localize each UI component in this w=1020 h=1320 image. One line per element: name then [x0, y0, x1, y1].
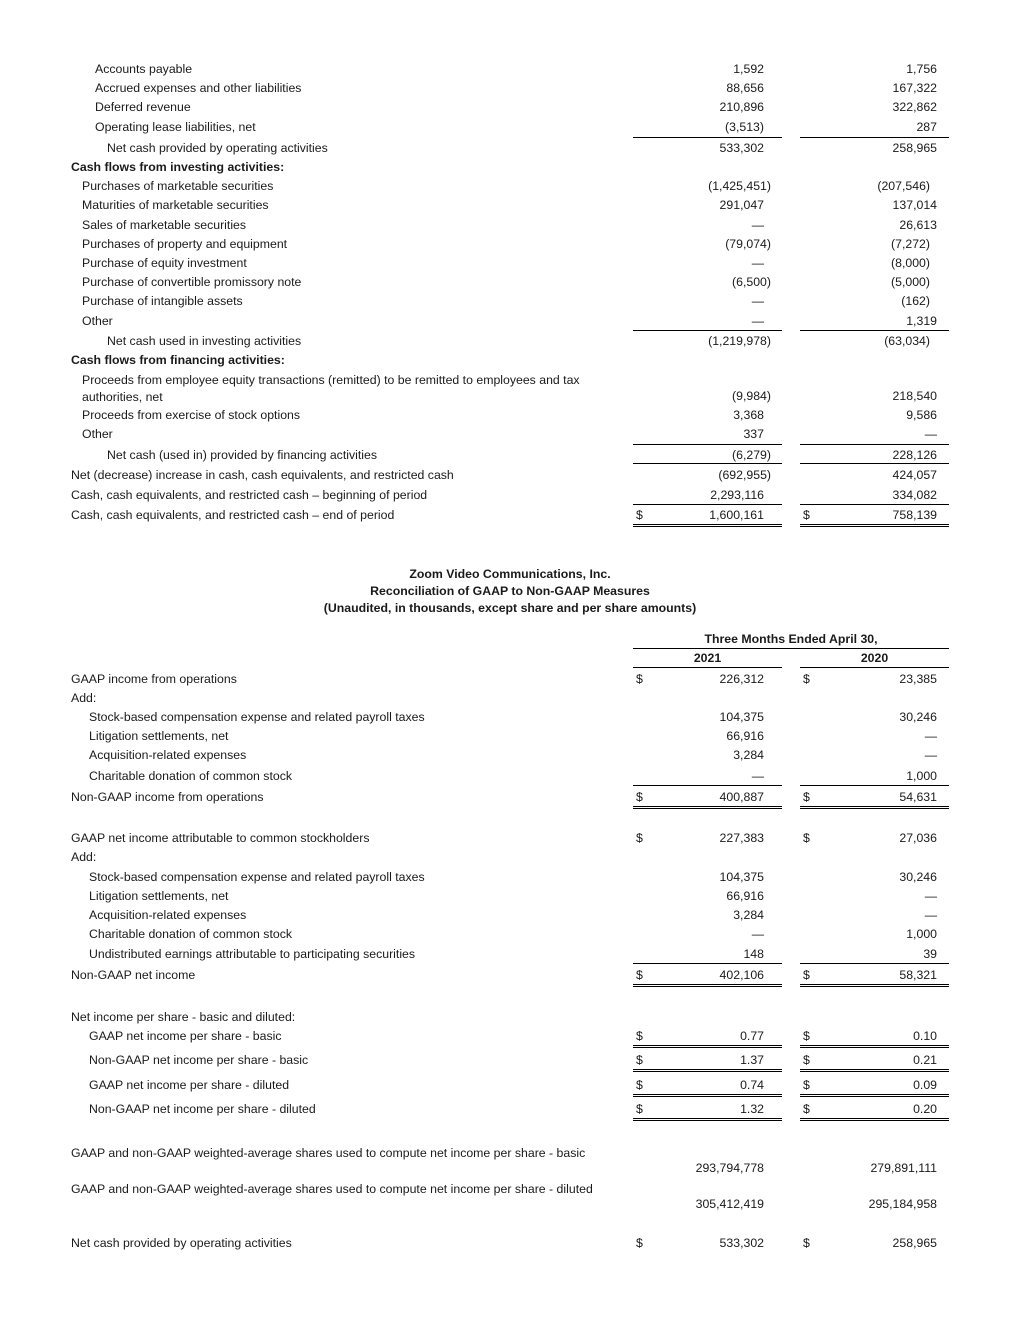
company-name: Zoom Video Communications, Inc. [409, 567, 611, 581]
value-2021: 226,312 [719, 672, 764, 686]
divider [800, 463, 949, 464]
row-label: Litigation settlements, net [89, 729, 229, 743]
currency-symbol: $ [803, 1053, 810, 1067]
value-2021: — [751, 314, 764, 328]
row-label: Operating lease liabilities, net [95, 120, 256, 134]
divider [633, 463, 782, 464]
value-2020: 1,756 [906, 62, 937, 76]
double-underline [800, 806, 949, 809]
value-2020: 287 [916, 120, 937, 134]
value-2021: — [751, 256, 764, 270]
row-label: Purchase of convertible promissory note [82, 275, 302, 289]
value-2020: 0.21 [913, 1053, 937, 1067]
value-2020: 23,385 [899, 672, 937, 686]
row-label: Non-GAAP net income per share - basic [89, 1053, 309, 1067]
row-label: Non-GAAP net income per share - diluted [89, 1102, 316, 1116]
double-underline [633, 1045, 782, 1048]
value-2020: 424,057 [892, 468, 937, 482]
currency-symbol: $ [636, 672, 643, 686]
table-row [0, 831, 1020, 850]
value-2021: (692,955) [718, 468, 771, 482]
divider [800, 785, 949, 786]
divider [800, 504, 949, 505]
table-row [0, 748, 1020, 767]
value-2020: — [924, 748, 937, 762]
value-2021: 337 [743, 427, 764, 441]
row-label: Purchase of equity investment [82, 256, 247, 270]
currency-symbol: $ [636, 968, 643, 982]
value-2021: 3,284 [733, 748, 764, 762]
value-2021: 3,284 [733, 908, 764, 922]
value-2020: (162) [901, 294, 930, 308]
table-row-total [0, 468, 1020, 487]
row-label: Litigation settlements, net [89, 889, 229, 903]
row-label: GAAP and non-GAAP weighted-average shares used to compute net income per share - diluted [71, 1182, 593, 1196]
divider [633, 444, 782, 445]
value-2020: (8,000) [891, 256, 930, 270]
value-2020: 0.09 [913, 1078, 937, 1092]
currency-symbol: $ [636, 1078, 643, 1092]
value-2021: 0.74 [740, 1078, 764, 1092]
value-2020: (207,546) [877, 179, 930, 193]
row-label: Stock-based compensation expense and related payroll taxes [89, 870, 425, 884]
value-2021: — [751, 294, 764, 308]
double-underline [800, 1094, 949, 1097]
value-2021: 305,412,419 [695, 1197, 764, 1211]
report-subtitle: (Unaudited, in thousands, except share and per share amounts) [323, 601, 697, 615]
row-label: Purchases of property and equipment [82, 237, 288, 251]
value-2020: 1,000 [906, 769, 937, 783]
value-2020: 295,184,958 [868, 1197, 937, 1211]
value-2021: 402,106 [719, 968, 764, 982]
row-label: GAAP net income per share - basic [89, 1029, 282, 1043]
double-underline [800, 524, 949, 527]
value-2021: (3,513) [725, 120, 764, 134]
double-underline [633, 1069, 782, 1072]
divider [800, 330, 949, 331]
table-row [0, 850, 1020, 869]
row-label: Deferred revenue [95, 100, 191, 114]
table-row-subtotal [0, 334, 1020, 353]
table-row [0, 198, 1020, 217]
divider [633, 963, 782, 964]
value-2021: (6,500) [732, 275, 771, 289]
value-2021: — [751, 218, 764, 232]
row-label: Cash, cash equivalents, and restricted cash – beginning of period [71, 488, 428, 502]
divider [633, 667, 782, 668]
value-2021: 88,656 [726, 81, 764, 95]
value-2020: 1,000 [906, 927, 937, 941]
value-2021: 1.37 [740, 1053, 764, 1067]
row-label: Proceeds from exercise of stock options [82, 408, 301, 422]
report-title: Reconciliation of GAAP to Non-GAAP Measures [370, 584, 650, 598]
value-2020: 30,246 [899, 870, 937, 884]
value-2021: — [751, 769, 764, 783]
section-heading [0, 353, 1020, 372]
table-row [0, 294, 1020, 313]
value-2020: 258,965 [892, 141, 937, 155]
row-label: GAAP net income attributable to common stockholders [71, 831, 370, 845]
double-underline [800, 1069, 949, 1072]
double-underline [633, 524, 782, 527]
value-2021: 148 [743, 947, 764, 961]
double-underline [800, 984, 949, 987]
row-label: Accounts payable [95, 62, 193, 76]
value-2020: 1,319 [906, 314, 937, 328]
table-row [0, 237, 1020, 256]
currency-symbol: $ [803, 1029, 810, 1043]
row-label: Charitable donation of common stock [89, 927, 293, 941]
row-label: Add: [71, 691, 97, 705]
table-row [0, 672, 1020, 691]
divider [633, 648, 949, 649]
row-label: Other [82, 314, 113, 328]
currency-symbol: $ [803, 968, 810, 982]
double-underline [800, 1045, 949, 1048]
table-row [0, 729, 1020, 748]
value-2020: 167,322 [892, 81, 937, 95]
double-underline [633, 1118, 782, 1121]
value-2021: 2,293,116 [710, 488, 764, 502]
value-2021: 1,592 [733, 62, 764, 76]
table-row [0, 408, 1020, 427]
row-label: Net cash provided by operating activities [107, 141, 328, 155]
value-2020: 758,139 [892, 508, 937, 522]
row-label: Sales of marketable securities [82, 218, 247, 232]
table-row-subtotal [0, 141, 1020, 160]
row-label: Net cash provided by operating activities [71, 1236, 292, 1250]
divider [800, 963, 949, 964]
value-2021: (9,984) [732, 389, 771, 403]
row-label: Net cash used in investing activities [107, 334, 302, 348]
table-row [0, 710, 1020, 729]
value-2020: 228,126 [892, 448, 937, 462]
value-2020: 26,613 [899, 218, 937, 232]
row-label: Maturities of marketable securities [82, 198, 269, 212]
currency-symbol: $ [803, 672, 810, 686]
value-2021: 400,887 [719, 790, 764, 804]
row-label: Cash flows from investing activities: [71, 160, 285, 174]
value-2021: 0.77 [740, 1029, 764, 1043]
row-label: Proceeds from employee equity transactions (remitted) to be remitted to employees and tax authorities, net [82, 373, 580, 404]
value-2020: (5,000) [891, 275, 930, 289]
value-2021: 293,794,778 [695, 1161, 764, 1175]
value-2020: 27,036 [899, 831, 937, 845]
value-2021: 291,047 [719, 198, 764, 212]
value-2020: 54,631 [899, 790, 937, 804]
table-row [0, 1145, 1020, 1181]
row-label: Purchases of marketable securities [82, 179, 274, 193]
value-2020: — [924, 729, 937, 743]
value-2021: 104,375 [719, 710, 764, 724]
row-label: Cash, cash equivalents, and restricted cash – end of period [71, 508, 395, 522]
value-2021: 533,302 [719, 1236, 764, 1250]
value-2021: — [751, 927, 764, 941]
double-underline [633, 806, 782, 809]
row-label: Acquisition-related expenses [89, 908, 247, 922]
double-underline [800, 1118, 949, 1121]
divider [800, 137, 949, 138]
value-2020: 322,862 [892, 100, 937, 114]
table-row [0, 218, 1020, 237]
row-label: Net (decrease) increase in cash, cash equivalents, and restricted cash [71, 468, 454, 482]
value-2020: 39 [923, 947, 937, 961]
value-2021: 3,368 [733, 408, 764, 422]
row-label: Net cash (used in) provided by financing activities [107, 448, 377, 462]
table-row [0, 889, 1020, 908]
value-2020: — [924, 908, 937, 922]
currency-symbol: $ [636, 1236, 643, 1250]
table-row-subtotal [0, 448, 1020, 467]
table-row [0, 81, 1020, 100]
double-underline [633, 984, 782, 987]
row-label: Other [82, 427, 113, 441]
currency-symbol: $ [636, 831, 643, 845]
currency-symbol: $ [636, 1029, 643, 1043]
currency-symbol: $ [636, 508, 643, 522]
value-2020: (63,034) [884, 334, 930, 348]
value-2021: 1,600,161 [709, 508, 764, 522]
divider [633, 504, 782, 505]
row-label: Acquisition-related expenses [89, 748, 247, 762]
row-label: Undistributed earnings attributable to participating securities [89, 947, 416, 961]
divider [633, 330, 782, 331]
divider [633, 137, 782, 138]
value-2020: 258,965 [892, 1236, 937, 1250]
currency-symbol: $ [636, 790, 643, 804]
value-2021: (6,279) [732, 448, 771, 462]
table-row [0, 1236, 1020, 1255]
value-2020: (7,272) [891, 237, 930, 251]
value-2020: 137,014 [892, 198, 937, 212]
row-label: GAAP net income per share - diluted [89, 1078, 290, 1092]
table-row [0, 1010, 1020, 1029]
value-2020: 334,082 [892, 488, 937, 502]
currency-symbol: $ [636, 1102, 643, 1116]
double-underline [633, 1094, 782, 1097]
table-row [0, 179, 1020, 198]
column-header-2020: 2020 [860, 651, 889, 665]
column-header-2021: 2021 [693, 651, 722, 665]
row-label: Net income per share - basic and diluted: [71, 1010, 296, 1024]
value-2020: 218,540 [892, 389, 937, 403]
currency-symbol: $ [803, 1236, 810, 1250]
value-2020: 30,246 [899, 710, 937, 724]
value-2021: 227,383 [719, 831, 764, 845]
section-heading [0, 160, 1020, 179]
row-label: GAAP and non-GAAP weighted-average shares used to compute net income per share - basic [71, 1146, 586, 1160]
value-2021: 210,896 [719, 100, 764, 114]
period-header: Three Months Ended April 30, [704, 632, 878, 646]
currency-symbol: $ [803, 1102, 810, 1116]
value-2020: 58,321 [899, 968, 937, 982]
value-2021: 66,916 [726, 889, 764, 903]
table-row [0, 691, 1020, 710]
value-2020: — [924, 427, 937, 441]
row-label: Non-GAAP net income [71, 968, 196, 982]
table-row [0, 256, 1020, 275]
table-row [0, 372, 1020, 408]
row-label: Non-GAAP income from operations [71, 790, 264, 804]
divider [633, 785, 782, 786]
row-label: Purchase of intangible assets [82, 294, 243, 308]
row-label: Charitable donation of common stock [89, 769, 293, 783]
currency-symbol: $ [803, 790, 810, 804]
value-2021: 533,302 [719, 141, 764, 155]
value-2020: 279,891,111 [870, 1161, 937, 1175]
currency-symbol: $ [803, 831, 810, 845]
value-2020: 9,586 [906, 408, 937, 422]
value-2020: 0.10 [913, 1029, 937, 1043]
row-label: Stock-based compensation expense and related payroll taxes [89, 710, 425, 724]
row-label: Cash flows from financing activities: [71, 353, 285, 367]
value-2021: 104,375 [719, 870, 764, 884]
currency-symbol: $ [803, 508, 810, 522]
divider [800, 667, 949, 668]
table-row [0, 870, 1020, 889]
row-label: Accrued expenses and other liabilities [95, 81, 302, 95]
row-label: GAAP income from operations [71, 672, 237, 686]
currency-symbol: $ [803, 1078, 810, 1092]
table-row [0, 62, 1020, 81]
row-label: Add: [71, 850, 97, 864]
table-row [0, 1181, 1020, 1217]
value-2020: 0.20 [913, 1102, 937, 1116]
table-row [0, 100, 1020, 119]
value-2021: (1,219,978) [708, 334, 771, 348]
table-row [0, 275, 1020, 294]
divider [800, 444, 949, 445]
value-2021: 66,916 [726, 729, 764, 743]
value-2021: (1,425,451) [708, 179, 771, 193]
table-row [0, 927, 1020, 946]
value-2020: — [924, 889, 937, 903]
value-2021: (79,074) [725, 237, 771, 251]
value-2021: 1.32 [740, 1102, 764, 1116]
currency-symbol: $ [636, 1053, 643, 1067]
table-row [0, 908, 1020, 927]
